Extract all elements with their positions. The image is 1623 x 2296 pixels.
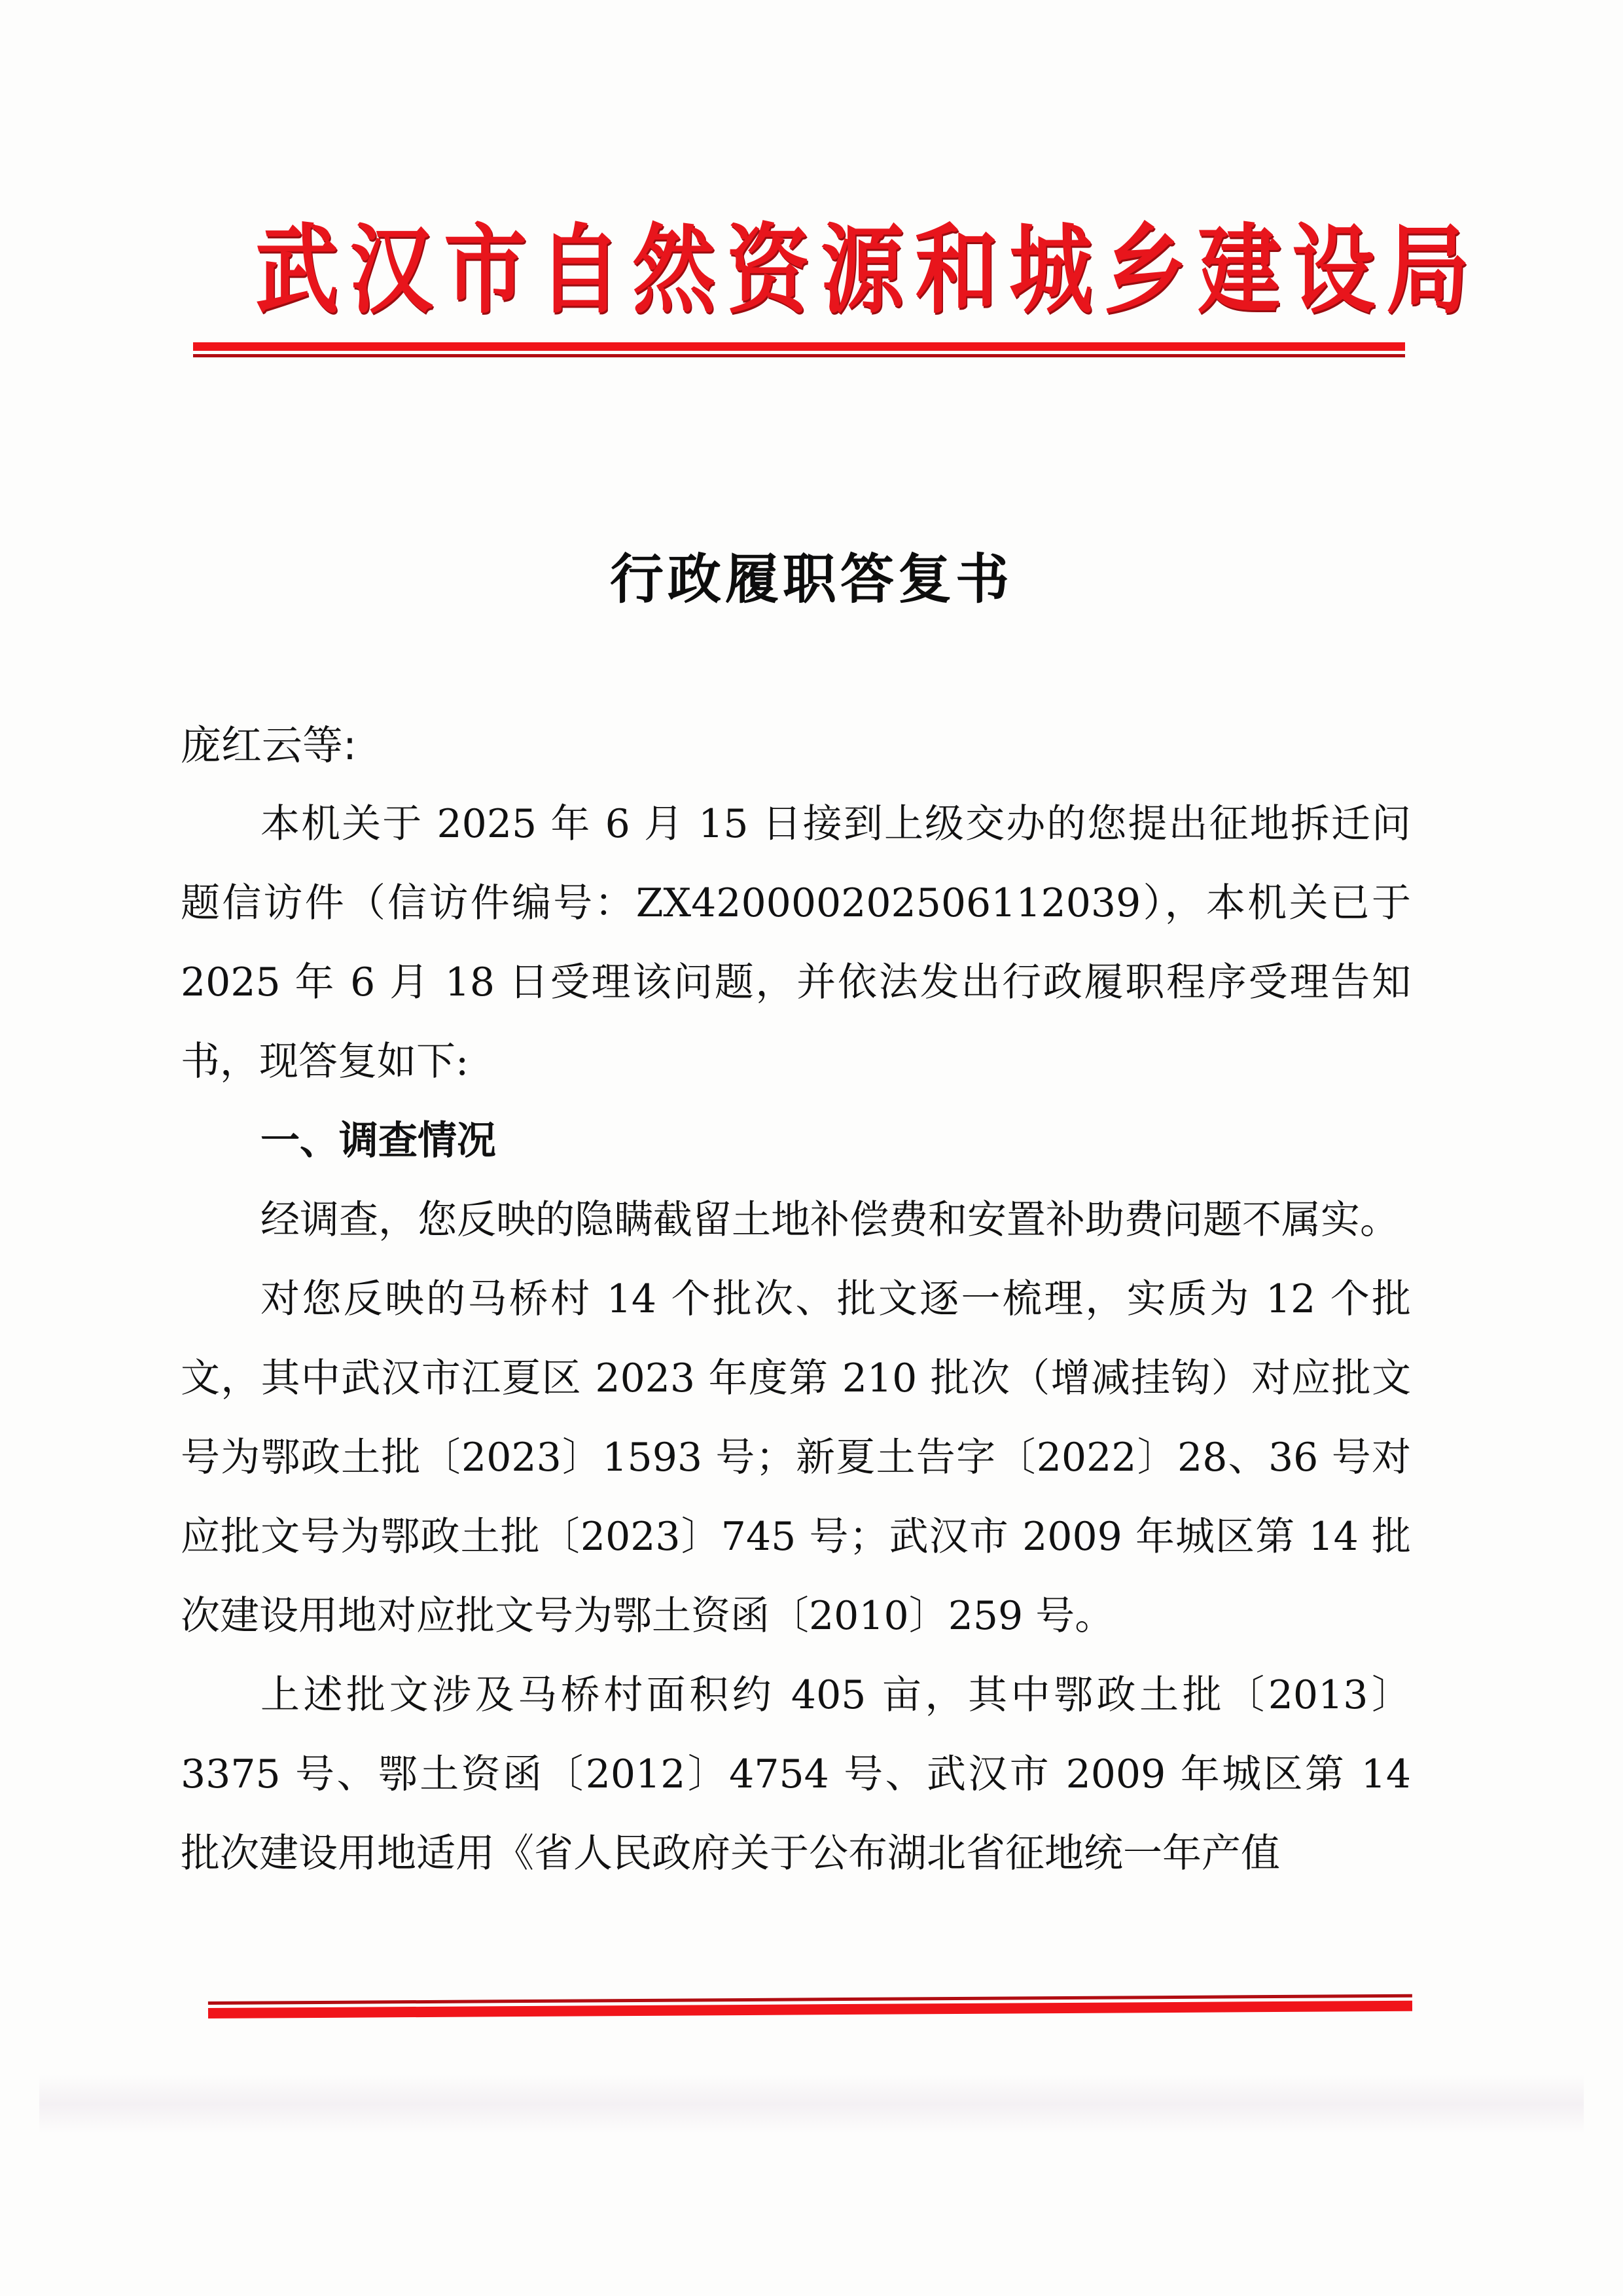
area-paragraph: 上述批文涉及马桥村面积约 405 亩，其中鄂政土批〔2013〕3375 号、鄂土资函〔2012〕4754 号、武汉市 2009 年城区第 14 批次建设用地适用《省人民政府关于公布湖北省征地统一年产值: [181, 1672, 1411, 1876]
letterhead-char: 武: [255, 214, 336, 327]
approvals-paragraph: 对您反映的马桥村 14 个批次、批文逐一梳理，实质为 12 个批文，其中武汉市江夏区 2023 年度第 210 批次（增减挂钩）对应批文号为鄂政土批〔2023〕1593 号；新夏土告字〔2022〕28、36 号对应批文号为鄂政土批〔2023〕745 号；武汉市 2009 年城区第 14 批次建设用地对应批文号为鄂土资函〔2010〕259 号。: [181, 1276, 1411, 1639]
letterhead-char: 局: [1386, 214, 1467, 327]
letterhead-char: 和: [915, 214, 996, 327]
letterhead-char: 源: [821, 214, 902, 327]
letterhead-char: 建: [1198, 214, 1279, 327]
letterhead-char: 然: [632, 214, 713, 327]
divider-thin-line: [193, 354, 1405, 357]
divider-thick-line: [193, 342, 1405, 351]
salutation: 庞红云等:: [181, 721, 357, 769]
letterhead-char: 城: [1009, 214, 1090, 327]
intro-paragraph: 本机关于 2025 年 6 月 15 日接到上级交办的您提出征地拆迁问题信访件（信访件编号：ZX420000202506112039），本机关已于 2025 年 6 月 18 日受理该问题，并依法发出行政履职程序受理告知书，现答复如下:: [181, 801, 1411, 1085]
letterhead-char: 乡: [1103, 214, 1185, 327]
letterhead-char: 资: [726, 214, 808, 327]
letterhead-char: 汉: [349, 214, 431, 327]
letterhead-char: 市: [444, 214, 525, 327]
scan-artifact: [39, 2075, 1584, 2134]
section-heading-investigation: 一、调查情况: [260, 1118, 496, 1164]
footer-divider: [208, 1994, 1412, 2024]
document-body: [181, 706, 1411, 1893]
letterhead-char: 设: [1292, 214, 1373, 327]
letterhead-divider: [193, 342, 1405, 362]
letterhead-org-name: [249, 208, 1467, 332]
document-title: 行政履职答复书: [609, 548, 1013, 611]
finding-paragraph: 经调查，您反映的隐瞒截留土地补偿费和安置补助费问题不属实。: [260, 1197, 1399, 1243]
letterhead-char: 自: [538, 214, 619, 327]
